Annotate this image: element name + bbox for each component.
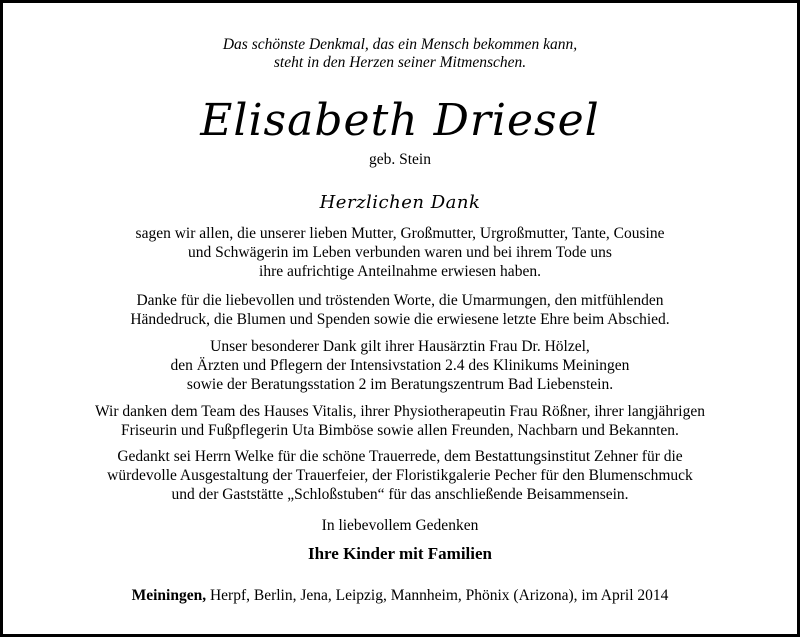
thanks-heading: Herzlichen Dank: [319, 192, 481, 213]
family-signature: Ihre Kinder mit Familien: [307, 544, 492, 563]
paragraph-line: Friseurin und Fußpflegerin Uta Bimböse sowie allen Freunden, Nachbarn und Bekannten.: [121, 422, 679, 439]
place-primary: Meiningen,: [131, 587, 207, 604]
memorial-line: In liebevollem Gedenken: [321, 517, 479, 534]
thanks-paragraph: [33, 337, 767, 394]
thanks-paragraph: [33, 224, 767, 281]
paragraph-line: den Ärzten und Pflegern der Intensivstation 2.4 des Klinikums Meiningen: [170, 357, 630, 374]
paragraph-line: Wir danken dem Team des Hauses Vitalis, ihrer Physiotherapeutin Frau Rößner, ihrer langjährigen: [95, 403, 705, 420]
thanks-paragraph: [33, 447, 767, 504]
paragraph-line: Gedankt sei Herrn Welke für die schöne Trauerrede, dem Bestattungsinstitut Zehner für die: [117, 448, 683, 465]
paragraph-line: sagen wir allen, die unserer lieben Mutter, Großmutter, Urgroßmutter, Tante, Cousine: [135, 225, 665, 242]
paragraph-line: Danke für die liebevollen und tröstenden Worte, die Umarmungen, den mitfühlenden: [136, 292, 664, 309]
thanks-paragraph: [33, 402, 767, 440]
paragraph-line: Händedruck, die Blumen und Spenden sowie die erwiesene letzte Ehre beim Abschied.: [130, 311, 670, 328]
paragraph-line: und Schwägerin im Leben verbunden waren und bei ihrem Tode uns: [188, 244, 612, 261]
paragraph-line: und der Gaststätte „Schloßstuben“ für das anschließende Beisammensein.: [171, 486, 629, 503]
quote-line: steht in den Herzen seiner Mitmenschen.: [273, 54, 527, 71]
places-rest: Herpf, Berlin, Jena, Leipzig, Mannheim, Phönix (Arizona), im April 2014: [206, 587, 669, 604]
paragraph-line: Unser besonderer Dank gilt ihrer Hausärztin Frau Dr. Hölzel,: [210, 338, 590, 355]
deceased-name: Elisabeth Driesel: [200, 95, 600, 146]
places-date-line: [3, 586, 797, 605]
maiden-name: geb. Stein: [369, 151, 431, 168]
thanks-paragraph: [33, 291, 767, 329]
paragraph-line: sowie der Beratungsstation 2 im Beratungszentrum Bad Liebenstein.: [186, 376, 614, 393]
epitaph-quote: [3, 36, 797, 72]
paragraph-line: würdevolle Ausgestaltung der Trauerfeier, der Floristikgalerie Pecher für den Blumenschmuck: [107, 467, 693, 484]
quote-line: Das schönste Denkmal, das ein Mensch bekommen kann,: [222, 36, 578, 53]
paragraph-line: ihre aufrichtige Anteilnahme erwiesen haben.: [259, 263, 541, 280]
